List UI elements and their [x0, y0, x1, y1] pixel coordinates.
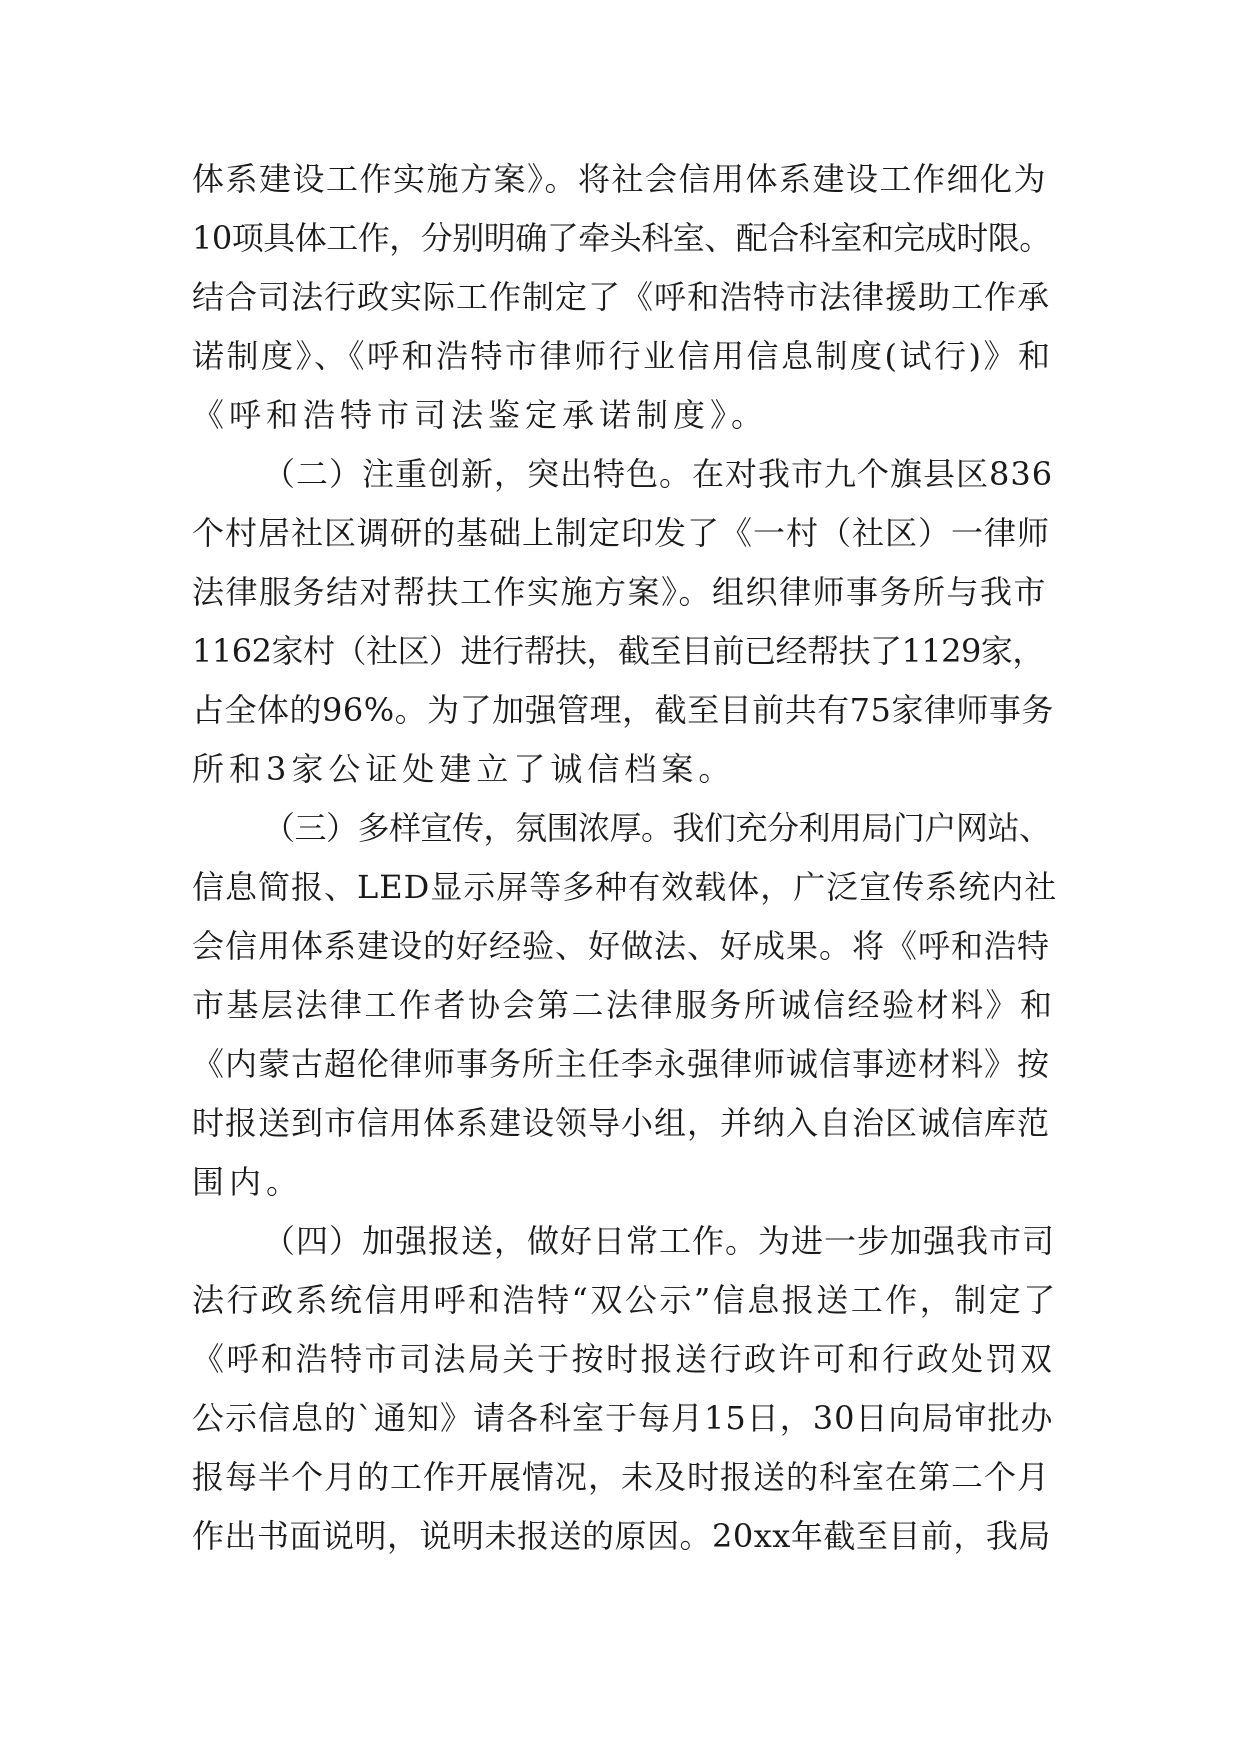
text-line: 时报送到市信用体系建设领导小组，并纳入自治区诚信库范 [192, 1104, 1051, 1142]
text-line: （二）注重创新，突出特色。在对我市九个旗县区836 [263, 455, 1054, 493]
text-line: 《呼和浩特市司法鉴定承诺制度》。 [192, 396, 769, 434]
text-line: 作出书面说明，说明未报送的原因。20xx年截至目前，我局 [192, 1517, 1051, 1555]
text-line: 个村居社区调研的基础上制定印发了《一村（社区）一律师 [192, 514, 1051, 552]
text-line: 报每半个月的工作开展情况，未及时报送的科室在第二个月 [192, 1458, 1051, 1496]
text-line: 信息简报、LED显示屏等多种有效载体，广泛宣传系统内社 [192, 868, 1058, 906]
text-line: 占全体的96%。为了加强管理，截至目前共有75家律师事务 [192, 691, 1054, 729]
text-line: 诺制度》、《呼和浩特市律师行业信用信息制度(试行)》和 [192, 337, 1053, 375]
text-line: 公示信息的`通知》请各科室于每月15日，30日向局审批办 [192, 1399, 1054, 1437]
text-line: 法行政系统信用呼和浩特“双公示”信息报送工作，制定了 [192, 1281, 1058, 1319]
text-line: 10项具体工作，分别明确了牵头科室、配合科室和完成时限。 [192, 219, 1051, 257]
text-line: （三）多样宣传，氛围浓厚。我们充分利用局门户网站、 [263, 809, 1051, 847]
text-line: 会信用体系建设的好经验、好做法、好成果。将《呼和浩特 [192, 927, 1051, 965]
text-line: 市基层法律工作者协会第二法律服务所诚信经验材料》和 [192, 986, 1055, 1024]
text-line: 《呼和浩特市司法局关于按时报送行政许可和行政处罚双 [192, 1340, 1055, 1378]
document-body [192, 150, 1057, 1566]
text-line: 围内。 [192, 1163, 304, 1201]
text-line: 体系建设工作实施方案》。将社会信用体系建设工作细化为 [192, 160, 1048, 198]
text-line: （四）加强报送，做好日常工作。为进一步加强我市司 [263, 1222, 1056, 1260]
text-line: 结合司法行政实际工作制定了《呼和浩特市法律援助工作承 [192, 278, 1051, 316]
text-line: 所和3家公证处建立了诚信档案。 [192, 750, 736, 788]
text-line: 1162家村（社区）进行帮扶，截至目前已经帮扶了1129家， [192, 632, 1044, 670]
text-line: 《内蒙古超伦律师事务所主任李永强律师诚信事迹材料》按 [192, 1045, 1051, 1083]
text-line: 法律服务结对帮扶工作实施方案》。组织律师事务所与我市 [192, 573, 1048, 611]
